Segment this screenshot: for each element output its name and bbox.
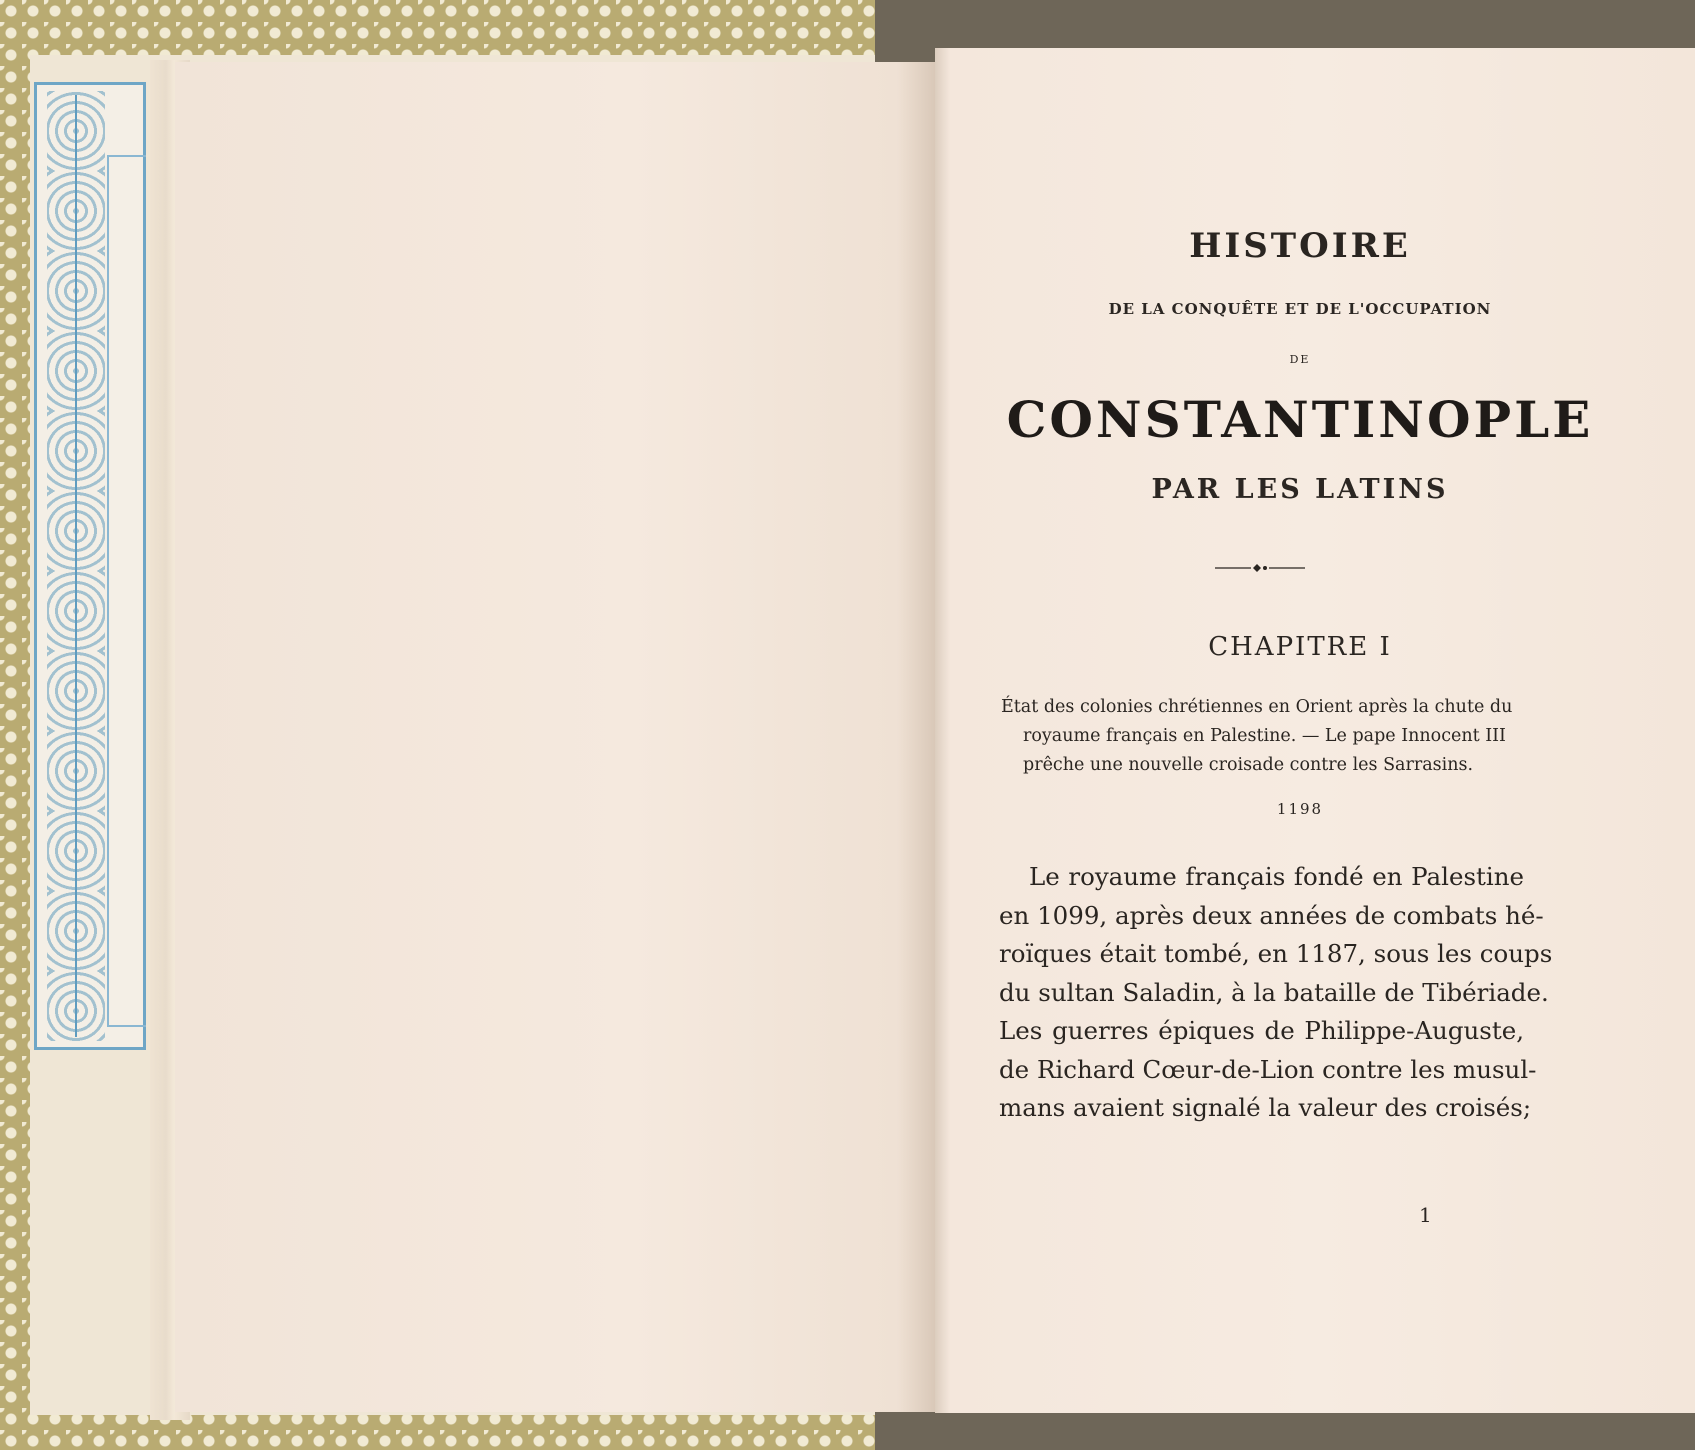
endpaper-frame bbox=[107, 155, 146, 1027]
body-line: Le royaume français fondé en Palestine bbox=[1029, 862, 1524, 891]
page-subtitle: DE LA CONQUÊTE ET DE L'OCCUPATION bbox=[1108, 300, 1492, 318]
body-line: roïques était tombé, en 1187, sous les coups bbox=[999, 939, 1553, 968]
floral-endpaper bbox=[34, 82, 146, 1050]
left-blank-page bbox=[175, 62, 935, 1412]
summary-line: prêche une nouvelle croisade contre les Sarrasins. bbox=[1023, 755, 1474, 775]
summary-line: royaume français en Palestine. — Le pape Innocent III bbox=[1023, 726, 1506, 746]
body-line: de Richard Cœur-de-Lion contre les musul- bbox=[999, 1054, 1537, 1084]
right-title-page bbox=[935, 48, 1695, 1413]
body-line: du sultan Saladin, à la bataille de Tibériade. bbox=[999, 977, 1549, 1007]
ornamental-divider bbox=[1215, 562, 1305, 574]
page-title: HISTOIRE bbox=[1189, 226, 1411, 266]
chapter-heading: CHAPITRE I bbox=[1208, 632, 1392, 662]
chapter-year: 1198 bbox=[1276, 800, 1324, 818]
body-line: en 1099, après deux années de combats hé- bbox=[999, 900, 1544, 930]
vine-stem bbox=[75, 95, 77, 1037]
chapter-summary bbox=[1001, 693, 1531, 780]
by-latins-heading: PAR LES LATINS bbox=[1151, 474, 1449, 505]
body-line: mans avaient signalé la valeur des croisés; bbox=[999, 1093, 1532, 1122]
body-paragraph bbox=[999, 858, 1553, 1128]
city-heading: CONSTANTINOPLE bbox=[1006, 390, 1594, 449]
preposition-de: DE bbox=[1289, 353, 1311, 366]
body-line: Les guerres épiques de Philippe-Auguste, bbox=[999, 1016, 1524, 1045]
page-number: 1 bbox=[1419, 1203, 1432, 1227]
summary-line: État des colonies chrétiennes en Orient après la chute du bbox=[1001, 697, 1513, 717]
